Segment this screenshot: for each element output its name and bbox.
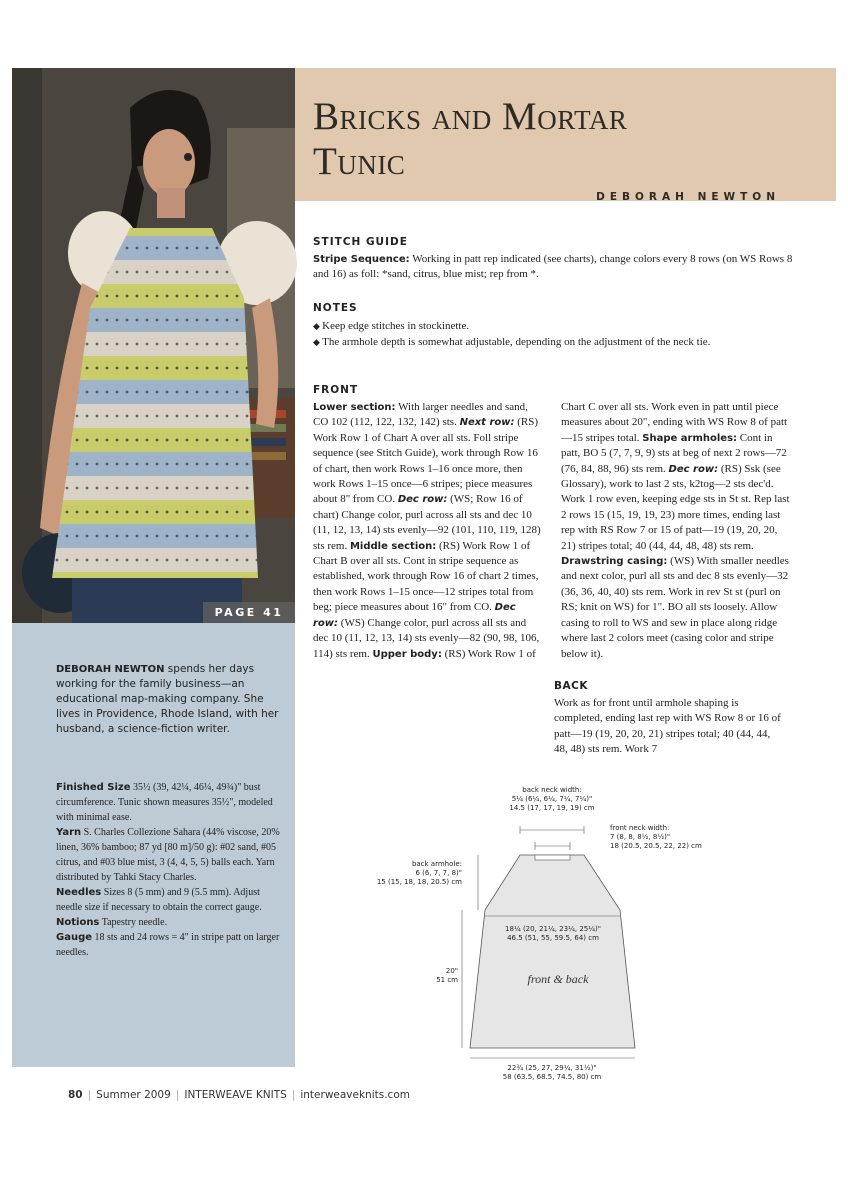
back-instructions: Work as for front until armhole shaping is completed, ending last rep with WS Row 8 or 16 of patt—19 (19, 20, 20, 21) stripes total; 40 (44, 44, 48, 48) sts rem. Work 7 [554,697,781,756]
model-photo [12,68,295,623]
back-heading: BACK [554,680,588,692]
front-heading: FRONT [313,384,359,396]
model-photo-illustration [12,68,295,623]
stripe-sequence-label: Stripe Sequence: [313,254,410,265]
dec-row-label: Dec row: [668,463,719,475]
stitch-guide-text [313,252,793,283]
instruction-text: (RS) Work Row 1 of Chart A over all sts. Foll stripe sequence (see Stitch Guide), work through Row 16 of chart, then work Rows 1–16 once more, then work Rows 1–15 once—6 stripes; piece measures about 8" from CO. [313,416,539,506]
instruction-text: Cont in patt, BO 5 (7, 7, 9, 9) sts at beg of next 2 rows—72 (76, 84, 88, 96) sts rem. [561,431,787,475]
drawstring-casing-label: Drawstring casing: [561,556,668,568]
instruction-text: (WS) Change color, purl across all sts and dec 10 (11, 12, 13, 14) sts evenly—82 (90, 98, 106, 114) sts rem. [313,616,540,660]
issue-date: Summer 2009 [96,1089,171,1101]
needles-text: Sizes 8 (5 mm) and 9 (5.5 mm). Adjust needle size if necessary to obtain the correct gauge. [56,887,262,913]
back-neck-label: back neck width: [522,786,582,794]
chest-cm: 46.5 (51, 55, 59.5, 64) cm [507,934,599,942]
page-footer: 80 | Summer 2009 | INTERWEAVE KNITS | interweaveknits.com [68,1089,410,1101]
materials-specs [56,780,282,960]
needles-label: Needles [56,887,102,898]
author-bio [56,662,284,737]
notions-label: Notions [56,917,100,928]
instruction-text: (WS; Row 16 of chart) Change color, purl across all sts and dec 10 (11, 12, 13, 14) sts evenly—92 (101, 110, 119, 128) sts rem. [313,493,541,552]
schematic-neck [535,855,570,860]
page-number: 80 [68,1089,83,1101]
website-link[interactable]: interweaveknits.com [300,1089,410,1101]
chest-in: 18¼ (20, 21¼, 23¼, 25¼)" [505,925,601,933]
stripe-sequence-text: Working in patt rep indicated (see charts), change colors every 8 rows (on WS Rows 8 and 16) as foll: *sand, citrus, blue mist; rep from *. [313,253,793,281]
piece-label: front & back [527,972,589,986]
page-reference-badge: PAGE 41 [203,602,295,623]
finished-size-label: Finished Size [56,782,131,793]
length-cm: 51 cm [436,976,458,984]
note-item: ◆ Keep edge stitches in stockinette. [313,319,793,335]
shape-armholes-label: Shape armholes: [642,432,738,444]
author-name: DEBORAH NEWTON [596,191,780,203]
title-band [295,68,836,201]
front-neck-cm: 18 (20.5, 20.5, 22, 22) cm [610,842,702,850]
upper-body-label: Upper body: [372,648,442,660]
title-line-2: Tunic [313,140,406,183]
instruction-text: With larger needles and sand, CO 102 (112, 122, 132, 142) sts. [313,401,528,429]
notes-heading: NOTES [313,302,358,314]
front-neck-label: front neck width: [610,824,670,832]
back-neck-in: 5¼ (6¼, 6¼, 7¼, 7¼)" [511,795,593,803]
page-title [313,94,627,184]
bio-name: DEBORAH NEWTON [56,664,165,675]
title-line-1: Bricks and Mortar [313,95,628,138]
gauge-label: Gauge [56,932,93,943]
dec-row-label: Dec row: [397,494,448,506]
hem-in: 22¾ (25, 27, 29¼, 31½)" [507,1064,597,1072]
front-neck-in: 7 (8, 8, 8½, 8½)" [610,833,671,841]
yarn-text: S. Charles Collezione Sahara (44% viscose, 20% linen, 36% bamboo; 87 yd [80 m]/50 g): #02 sand, #05 citrus, and #03 blue mist, 3 (4, 4, 5, 5) balls each. Yarn distributed by Tahki Stacy Charles. [56,827,280,883]
back-armhole-cm: 15 (15, 18, 18, 20.5) cm [376,878,462,886]
notes-list [313,319,793,350]
hem-cm: 58 (63.5, 68.5, 74.5, 80) cm [502,1073,602,1081]
instruction-text: (RS) Work Row 1 of Chart C over all sts. Work even in patt until piece measures about 20", ending with WS Row 8 of patt—15 stripes total. [441,401,788,660]
gauge-text: 18 sts and 24 rows = 4" in stripe patt on larger needles. [56,932,280,958]
stitch-guide-heading: STITCH GUIDE [313,236,408,248]
back-armhole-in: 6 (6, 7, 7, 8)" [415,869,462,877]
note-item: ◆ The armhole depth is somewhat adjustable, depending on the adjustment of the neck tie. [313,335,793,351]
back-neck-cm: 14.5 (17, 17, 19, 19) cm [509,804,595,812]
length-in: 20" [445,967,458,975]
bio-text: spends her days working for the family business—an educational map-making company. She lives in Providence, Rhode Island, with her husband, a science-fiction writer. [56,663,279,735]
instruction-text: (RS) Work Row 1 of Chart B over all sts. Cont in stripe sequence as established, work through Row 16 of chart 2 times, then work Rows 1–15 once—12 stripes total from beg; piece measures about 16" from CO. [313,539,539,614]
finished-size-text: 35½ (39, 42¼, 46¼, 49¾)" bust circumference. Tunic shown measures 35½", modeled with minimal ease. [56,782,273,823]
magazine-name: INTERWEAVE KNITS [184,1089,287,1101]
middle-section-label: Middle section: [349,540,437,552]
dec-row-label: Dec row: [313,602,516,629]
instruction-text: (RS) Ssk (see Glossary), work to last 2 sts, k2tog—2 sts dec'd. Work 1 row even, keeping edge sts in St st. Rep last 2 rows 15 (15, 19, 19, 23) more times, ending last rep with RS Row 7 or 15 of patt—19 (19, 20, 20, 21) stripes total; 40 (44, 44, 48, 48) sts rem. [561,462,790,552]
schematic-outline [470,855,635,1048]
yarn-label: Yarn [56,827,82,838]
next-row-label: Next row: [459,417,515,429]
instruction-text: (WS) With smaller needles and next color, purl all sts and dec 8 sts evenly—32 (36, 36, 40, 40) sts rem. Work in rev St st (purl on RS; knit on WS) for 1". BO all sts loosely. Allow casing to roll to WS and sew in place along ridge where last 2 colors meet (casing color and stripe below it). [561,555,789,660]
back-armhole-label: back armhole: [411,860,462,868]
notions-text: Tapestry needle. [99,917,168,928]
lower-section-label: Lower section: [313,402,396,413]
tunic-schematic [370,780,702,1081]
